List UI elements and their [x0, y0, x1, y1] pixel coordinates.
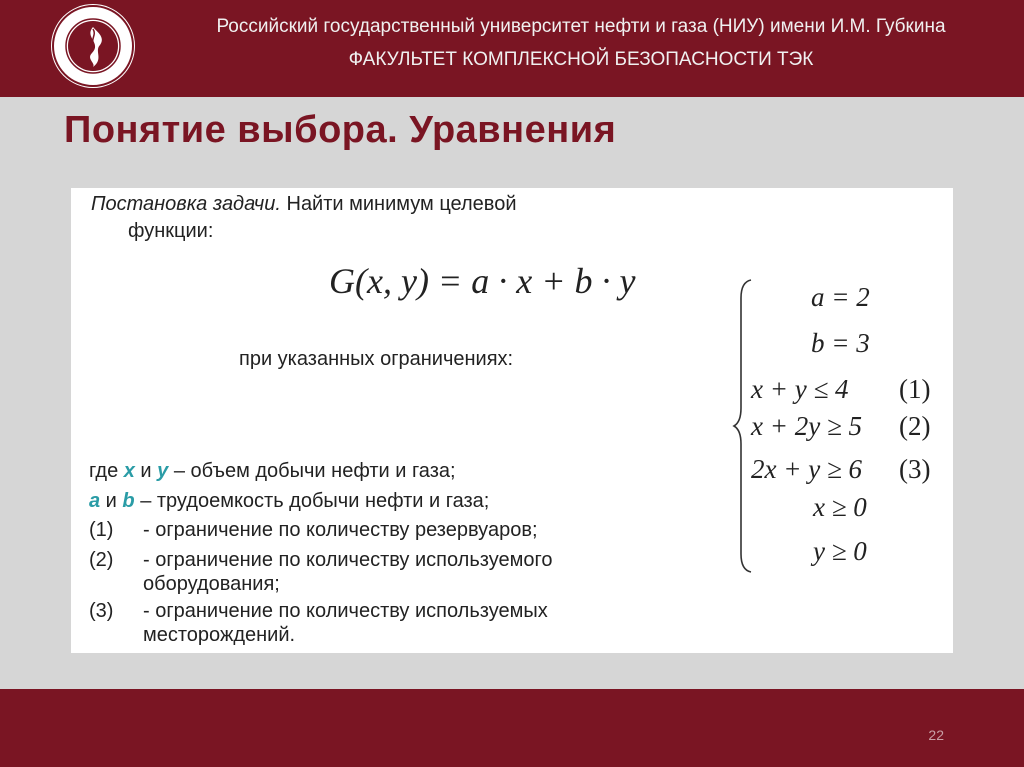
task-line	[91, 193, 517, 216]
constraint-2: x + 2y ≥ 5	[751, 411, 863, 441]
task-label: Постановка задачи.	[91, 193, 281, 215]
constraint-a: a = 2	[811, 282, 870, 312]
note-2-text-continued: оборудования;	[143, 573, 280, 595]
note-2-text: - ограничение по количеству используемого	[143, 549, 553, 571]
where-line: где x и y – объем добычи нефти и газа;	[89, 460, 456, 482]
constraint-b: b = 3	[811, 328, 870, 358]
page-number: 22	[928, 727, 944, 743]
note-1-text: - ограничение по количеству резервуаров;	[143, 519, 538, 541]
constraint-2-number: (2)	[899, 411, 931, 441]
faculty-name: ФАКУЛЬТЕТ КОМПЛЕКСНОЙ БЕЗОПАСНОСТИ ТЭК	[348, 49, 814, 70]
footer-bar	[0, 689, 1024, 767]
constraint-3-number: (3)	[899, 454, 931, 484]
constraint-y-nonneg: y ≥ 0	[813, 536, 867, 566]
university-name: Российский государственный университет нефти и газа (НИУ) имени И.М. Губкина	[216, 16, 946, 37]
ab-line: a и b – трудоемкость добычи нефти и газа;	[89, 490, 490, 512]
note-3-text-continued: месторождений.	[143, 624, 296, 646]
content-card	[71, 188, 953, 653]
header-bar	[0, 0, 1024, 97]
constraint-1: x + y ≤ 4	[751, 374, 849, 404]
note-3-text: - ограничение по количеству используемых	[143, 600, 548, 622]
note-3-number: (3)	[89, 600, 114, 622]
constraint-1-number: (1)	[899, 374, 931, 404]
constraints-intro: при указанных ограничениях:	[239, 348, 514, 370]
constraint-3: 2x + y ≥ 6	[751, 454, 863, 484]
objective-function: G(x, y) = a · x + b · y	[329, 261, 636, 301]
constraint-x-nonneg: x ≥ 0	[813, 492, 867, 522]
task-text: Найти минимум целевой	[280, 193, 517, 215]
slide-title: Понятие выбора. Уравнения	[64, 109, 617, 151]
note-1-number: (1)	[89, 519, 114, 541]
task-text-continued: функции:	[128, 220, 214, 242]
university-seal-icon	[50, 3, 136, 89]
note-2-number: (2)	[89, 549, 114, 571]
